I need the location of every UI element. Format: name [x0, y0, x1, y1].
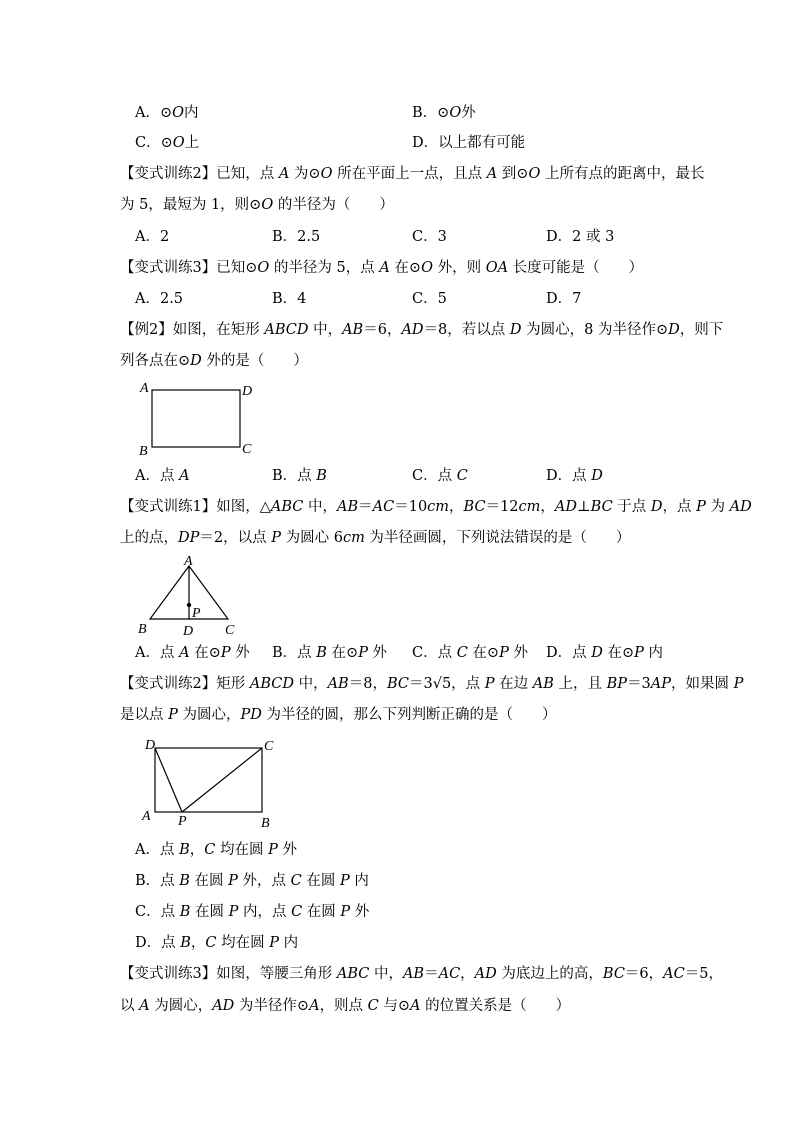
v1b-triangle-figure	[136, 554, 246, 638]
v1b-question-line1: 【变式训练1】如图，△ABC 中，AB＝AC＝10cm，BC＝12cm，AD⊥BC 于点 D，点 P 为 AD	[120, 499, 752, 515]
ex2-rectangle-figure	[136, 380, 266, 458]
label-a: A	[184, 554, 193, 569]
v2b-question-line1: 【变式训练2】矩形 ABCD 中，AB＝8，BC＝3√5，点 P 在边 AB 上，且 BP＝3AP，如果圆 P	[120, 676, 744, 692]
label-a: A	[142, 809, 151, 824]
point-p	[187, 603, 191, 607]
v2-question-line2: 为 5，最短为 1，则⊙O 的半径为（ ）	[120, 197, 394, 213]
label-b: B	[139, 444, 148, 459]
v3-option-a: A．2.5	[135, 291, 184, 307]
label-d: D	[242, 384, 253, 399]
v2-option-c: C．3	[412, 229, 447, 245]
q1-option-d: D．以上都有可能	[412, 135, 526, 151]
label-c: C	[225, 623, 235, 638]
segment-pc	[182, 748, 262, 812]
v2-option-d: D．2 或 3	[546, 229, 615, 245]
q1-option-a: A．⊙O内	[135, 105, 199, 121]
v1b-option-a: A．点 A 在⊙P 外	[135, 645, 250, 661]
v3-option-d: D．7	[546, 291, 582, 307]
label-a: A	[140, 381, 149, 396]
label-p: P	[192, 606, 201, 621]
ex2-option-d: D．点 D	[546, 468, 603, 484]
v3-question-line1: 【变式训练3】已知⊙O 的半径为 5，点 A 在⊙O 外，则 OA 长度可能是（ ）	[120, 260, 644, 276]
v3-option-c: C．5	[412, 291, 447, 307]
q1-option-b: B．⊙O外	[412, 105, 476, 121]
label-b: B	[261, 816, 270, 831]
v2b-rectangle-figure	[136, 734, 286, 830]
rectangle-abcd	[155, 748, 262, 812]
v1b-question-line2: 上的点，DP＝2，以点 P 为圆心 6cm 为半径画圆，下列说法错误的是（ ）	[120, 530, 631, 546]
ex2-question-line2: 列各点在⊙D 外的是（ ）	[120, 353, 308, 369]
label-p: P	[178, 814, 187, 829]
v2b-option-b: B．点 B 在圆 P 外，点 C 在圆 P 内	[135, 873, 369, 889]
label-c: C	[242, 442, 252, 457]
label-b: B	[138, 622, 147, 637]
ex2-question-line1: 【例2】如图，在矩形 ABCD 中，AB＝6，AD＝8，若以点 D 为圆心，8 为半径作⊙D，则下	[120, 322, 724, 338]
v2-option-a: A．2	[135, 229, 170, 245]
ex2-option-b: B．点 B	[272, 468, 327, 484]
v2b-option-d: D．点 B，C 均在圆 P 内	[135, 935, 299, 951]
label-d: D	[183, 624, 194, 639]
rectangle-abcd	[152, 390, 240, 447]
v2-question-line1: 【变式训练2】已知，点 A 为⊙O 所在平面上一点，且点 A 到⊙O 上所有点的距离中，最长	[120, 166, 705, 182]
label-c: C	[264, 739, 274, 754]
q1-option-c: C．⊙O上	[135, 135, 200, 151]
v1b-option-b: B．点 B 在⊙P 外	[272, 645, 388, 661]
ex2-option-a: A．点 A	[135, 468, 190, 484]
v3b-question-line2: 以 A 为圆心，AD 为半径作⊙A，则点 C 与⊙A 的位置关系是（ ）	[120, 998, 571, 1014]
v1b-option-c: C．点 C 在⊙P 外	[412, 645, 528, 661]
v2b-question-line2: 是以点 P 为圆心，PD 为半径的圆，那么下列判断正确的是（ ）	[120, 707, 557, 723]
ex2-option-c: C．点 C	[412, 468, 468, 484]
segment-pd	[155, 748, 182, 812]
v2b-option-a: A．点 B，C 均在圆 P 外	[135, 842, 297, 858]
v2b-option-c: C．点 B 在圆 P 内，点 C 在圆 P 外	[135, 904, 370, 920]
v2-option-b: B．2.5	[272, 229, 321, 245]
v3-option-b: B．4	[272, 291, 307, 307]
v3b-question-line1: 【变式训练3】如图，等腰三角形 ABC 中，AB＝AC，AD 为底边上的高，BC＝6，AC＝5，	[120, 966, 723, 982]
label-d: D	[145, 738, 156, 753]
v1b-option-d: D．点 D 在⊙P 内	[546, 645, 664, 661]
